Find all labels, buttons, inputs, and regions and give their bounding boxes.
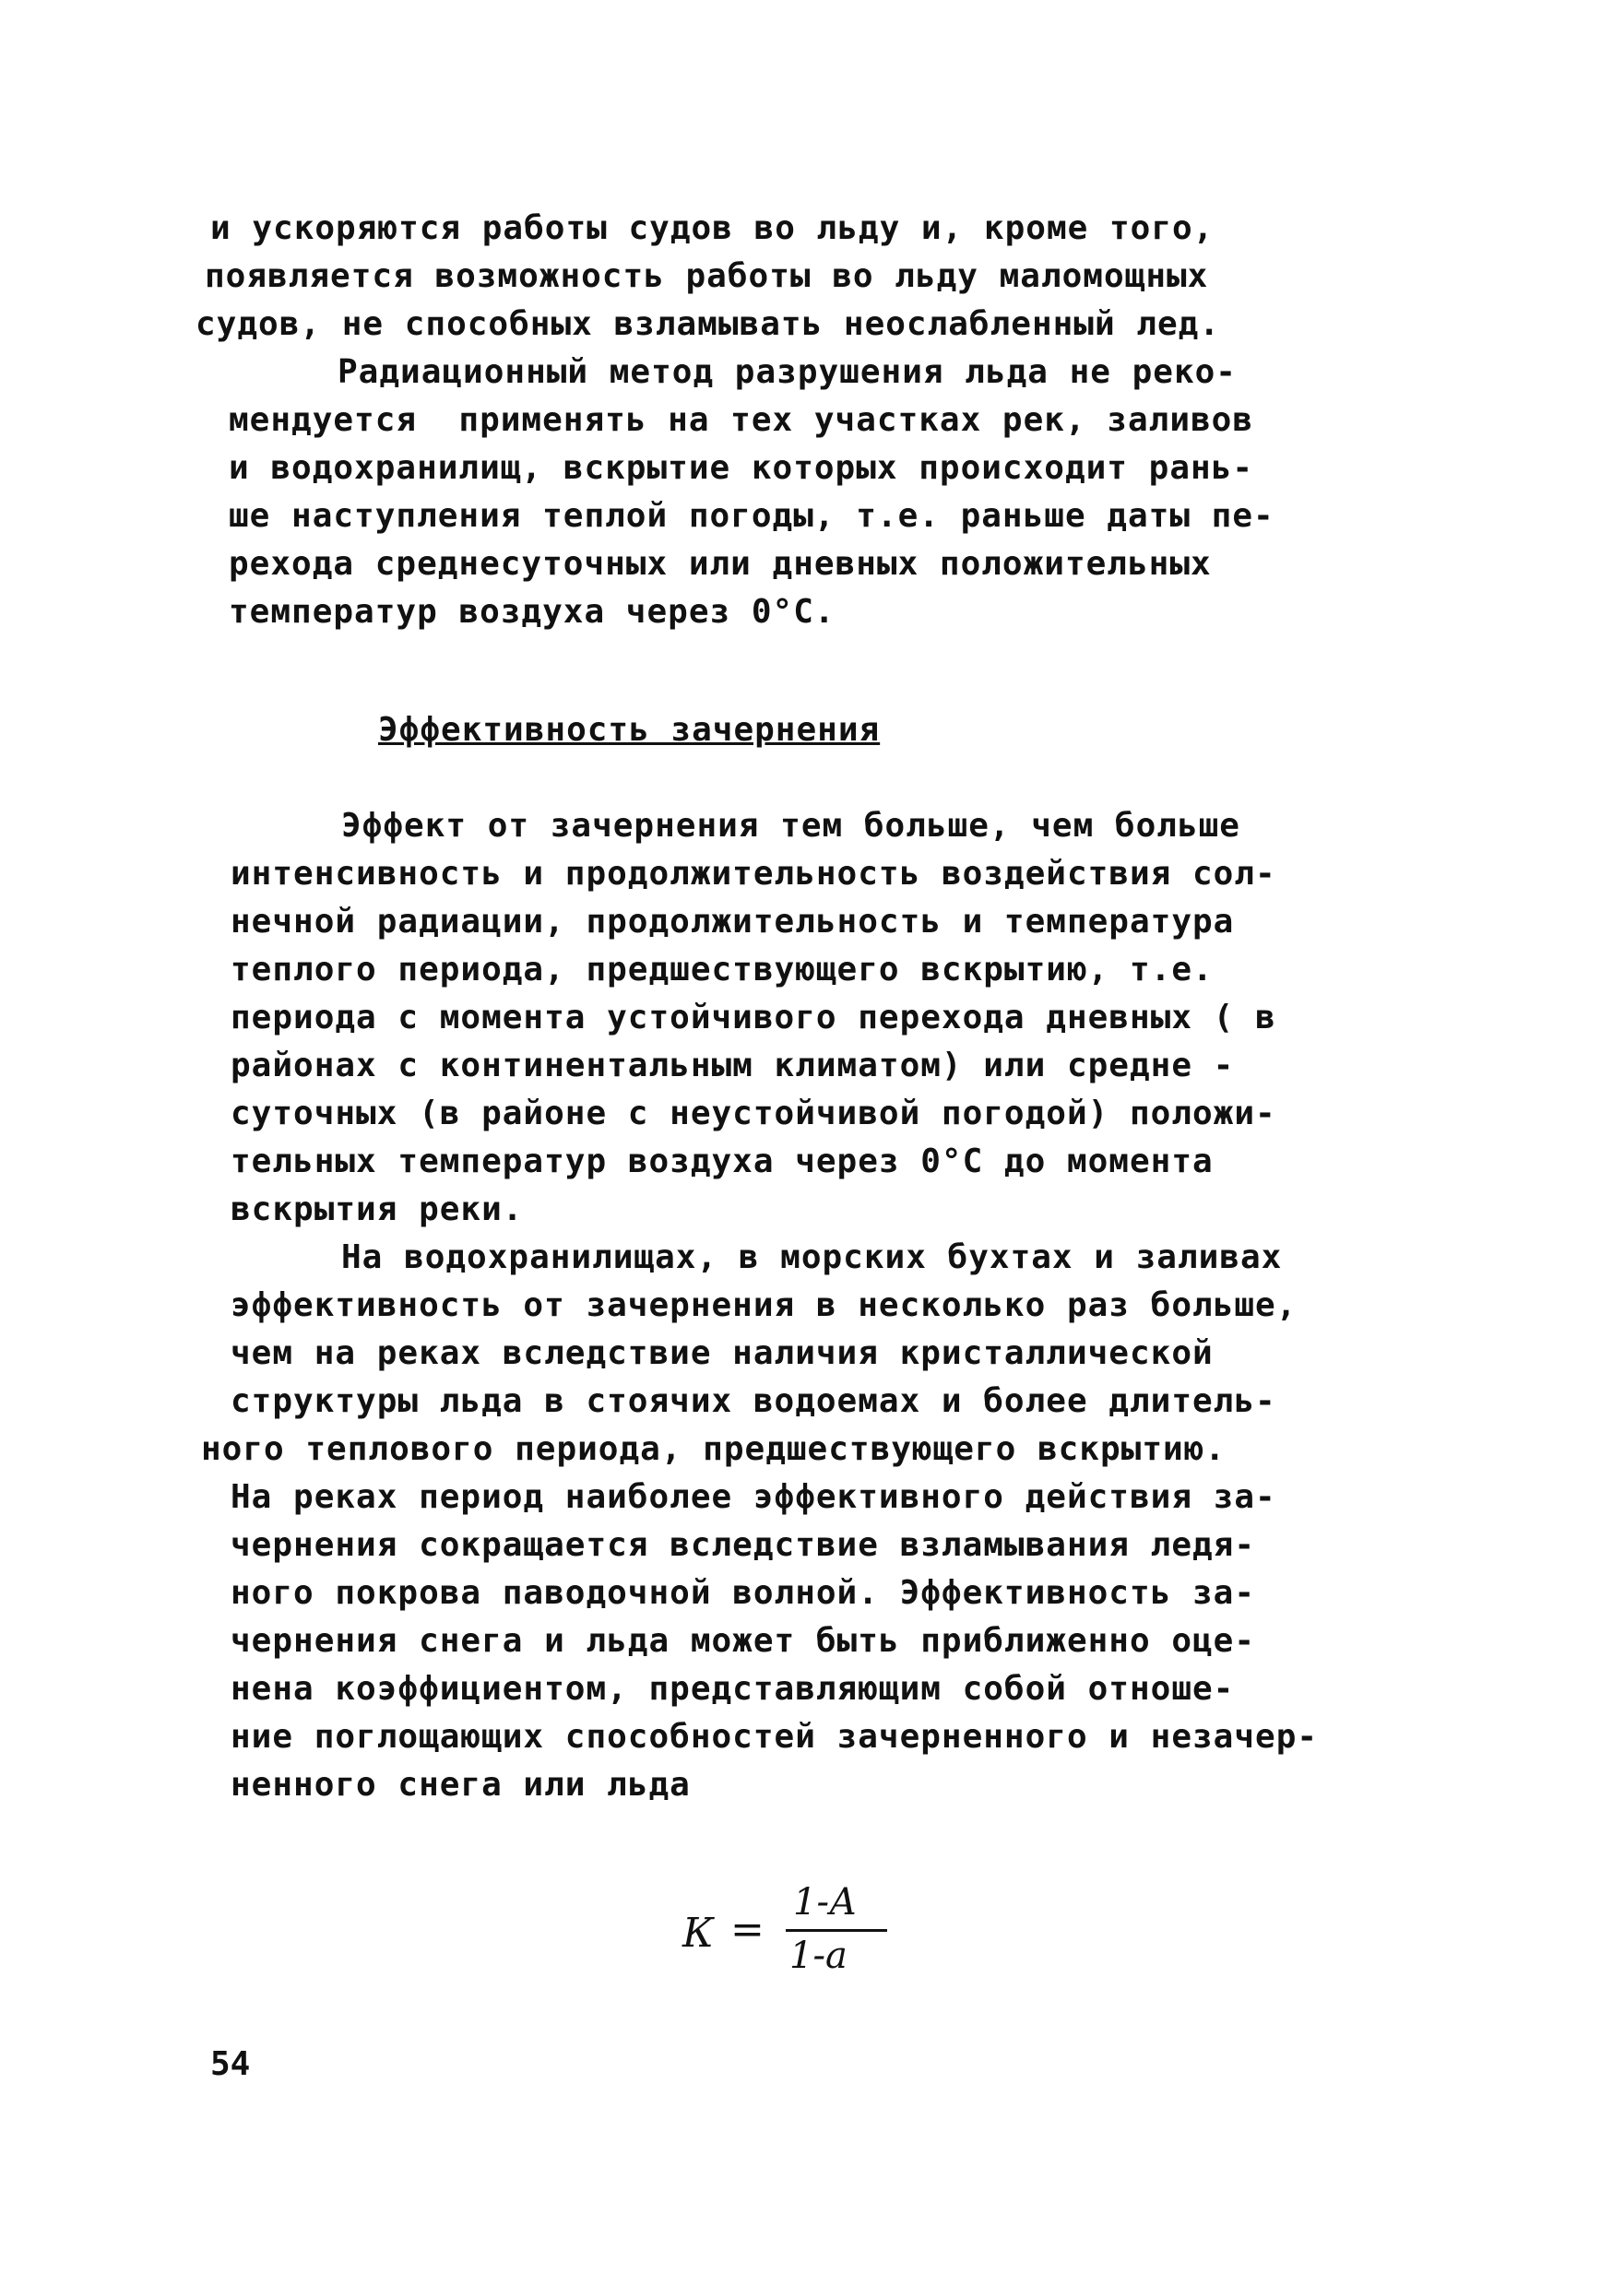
text-line: вскрытия реки.: [231, 1190, 524, 1228]
text-line: ного покрова паводочной волной. Эффективность за-: [231, 1574, 1256, 1612]
fraction-bar: [786, 1929, 887, 1932]
text-line: чем на реках вследствие наличия кристаллической: [231, 1334, 1214, 1372]
text-line: и водохранилищ, вскрытие которых происходит рань-: [229, 449, 1254, 487]
text-line: периода с момента устойчивого перехода дневных ( в: [231, 999, 1276, 1036]
formula-equals: =: [730, 1906, 765, 1953]
text-line: районах с континентальным климатом) или средне -: [231, 1047, 1235, 1084]
text-line: На реках период наиболее эффективного действия за-: [231, 1478, 1276, 1516]
text-line: Эффект от зачернения тем больше, чем больше: [341, 807, 1240, 845]
text-line: появляется возможность работы во льду маломощных: [205, 257, 1209, 295]
text-line: мендуется применять на тех участках рек, заливов: [229, 401, 1254, 439]
text-line: ше наступления теплой погоды, т.е. раньше даты пе-: [229, 497, 1274, 535]
text-line: теплого периода, предшествующего вскрытию, т.е.: [231, 951, 1214, 989]
text-line: чернения снега и льда может быть приближенно оце-: [231, 1622, 1256, 1660]
text-line: суточных (в районе с неустойчивой погодой) положи-: [231, 1095, 1276, 1132]
text-line: Радиационный метод разрушения льда не реко-: [338, 353, 1237, 391]
formula-lhs: К: [682, 1910, 715, 1957]
text-line: интенсивность и продолжительность воздействия сол-: [231, 855, 1276, 893]
text-line: и ускоряются работы судов во льду и, кроме того,: [210, 209, 1215, 247]
text-line: ного теплового периода, предшествующего вскрытию.: [201, 1430, 1227, 1468]
text-line: ние поглощающих способностей зачерненного и незачер-: [231, 1718, 1319, 1756]
text-line: судов, не способных взламывать неослабленный лед.: [196, 305, 1221, 343]
text-line: эффективность от зачернения в несколько раз больше,: [231, 1286, 1298, 1324]
text-line: На водохранилищах, в морских бухтах и заливах: [341, 1238, 1283, 1276]
coefficient-formula: [682, 1881, 895, 1992]
formula-numerator: 1-А: [793, 1881, 858, 1924]
text-line: ненного снега или льда: [231, 1766, 691, 1804]
text-line: чернения сокращается вследствие взламывания ледя-: [231, 1526, 1256, 1564]
page-number: 54: [210, 2045, 251, 2083]
section-heading: Эффективность зачернения: [378, 711, 881, 749]
text-line: температур воздуха через 0°C.: [229, 593, 836, 631]
formula-denominator: 1-a: [789, 1935, 848, 1977]
text-line: нечной радиации, продолжительность и температура: [231, 903, 1235, 941]
text-line: структуры льда в стоячих водоемах и более длитель-: [231, 1382, 1276, 1420]
text-line: нена коэффициентом, представляющим собой отноше-: [231, 1670, 1235, 1708]
text-line: рехода среднесуточных или дневных положительных: [229, 545, 1212, 583]
text-line: тельных температур воздуха через 0°C до момента: [231, 1142, 1214, 1180]
